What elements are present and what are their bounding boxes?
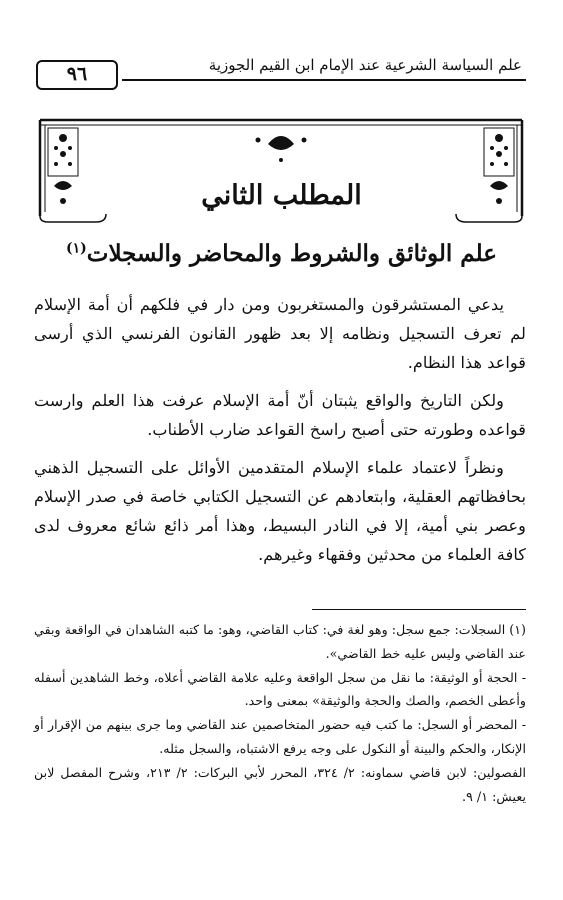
footnote-line: (١) السجلات: جمع سجل: وهو لغة في: كتاب القاضي، وهو: ما كتبه الشاهدان في الواقعة وبقي عند القاضي وليس عليه خط القاضي». xyxy=(34,622,526,661)
body-paragraph: يدعي المستشرقون والمستغربون ومن دار في فلكهم أن أمة الإسلام لم تعرف التسجيل ونظامه إلا بعد ظهور القانون الفرنسي الذي أرسى قواعد هذا النظام. xyxy=(34,295,526,372)
footnote-marker: (١) xyxy=(66,240,87,257)
subtitle-text: علم الوثائق والشروط والمحاضر والسجلات xyxy=(86,240,497,267)
footnote-separator xyxy=(312,609,526,610)
section-subtitle xyxy=(40,240,523,267)
page-number: ٩٦ xyxy=(36,60,118,90)
footnotes xyxy=(34,618,526,808)
footnote-line: الفصولين: لابن قاضي سماونه: ٢/ ٣٢٤، المحرر لأبي البركات: ٢/ ٢١٣، وشرح المفصل لابن يعيش: ١/ ٩. xyxy=(34,764,526,804)
footnote-line: - المحضر أو السجل: ما كتب فيه حضور المتخاصمين عند القاضي وما جرى بينهم من الإقرار أو الإنكار، والحكم والبينة أو النكول على وجه يرفع الاشتباه، والسجل مثله. xyxy=(34,717,526,756)
body-paragraph: ولكن التاريخ والواقع يثبتان أنّ أمة الإسلام عرفت هذا العلم وارست قواعده وطورته حتى أصبح راسخ القواعد ضارب الأطناب. xyxy=(34,391,526,439)
section-title: المطلب الثاني xyxy=(201,180,362,211)
body-paragraph: ونظراً لاعتماد علماء الإسلام المتقدمين الأوائل على التسجيل الذهني بحافظاتهم العقلية، وابتعادهم عن التسجيل الكتابي خاصة في صدر الإسلام وعصر بني أمية، إلا في النادر البسيط، وهذا أمر ذائع شائع معروف لدى كافة العلماء من محدثين وفقهاء وغيرهم. xyxy=(34,458,526,564)
running-header xyxy=(36,48,526,98)
running-title: علم السياسة الشرعية عند الإمام ابن القيم الجوزية xyxy=(208,56,522,74)
header-rule xyxy=(122,79,526,81)
footnote-line: - الحجة أو الوثيقة: ما نقل من سجل الواقعة وعليه علامة القاضي أعلاه، وخط الشاهدين أسفله وأعطى الخصم، والصك والحجة والوثيقة» بمعنى واحد. xyxy=(34,669,526,709)
body-text xyxy=(34,290,526,578)
